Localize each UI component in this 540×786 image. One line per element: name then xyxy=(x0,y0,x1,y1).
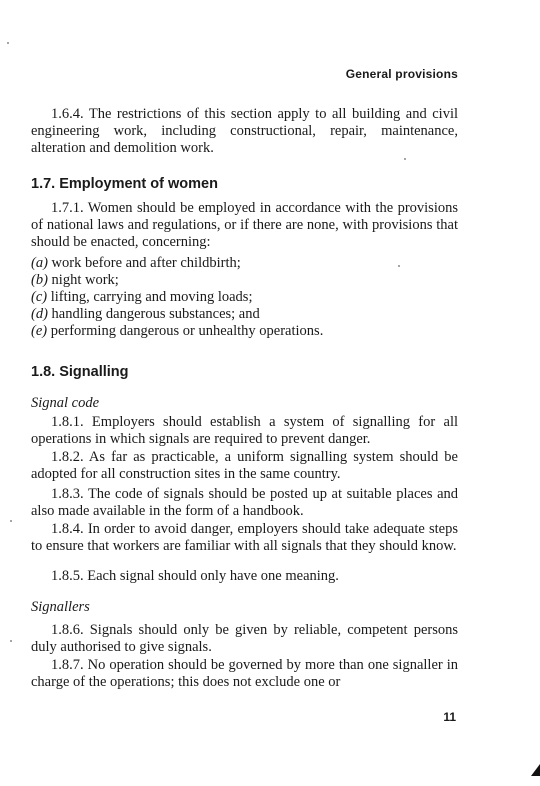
list-marker: (a) xyxy=(31,255,48,271)
list-item-e xyxy=(31,323,323,340)
paragraph-1-8-1: 1.8.1. Employers should establish a system of signalling for all operations in which signals are required to prevent danger. xyxy=(31,414,458,447)
running-head: General provisions xyxy=(345,67,458,81)
list-text: lifting, carrying and moving loads; xyxy=(50,289,253,305)
list-text: handling dangerous substances; and xyxy=(51,306,260,322)
list-marker: (c) xyxy=(31,289,48,305)
section-heading-1-7: 1.7. Employment of women xyxy=(31,176,218,192)
scan-corner-mark xyxy=(531,764,540,776)
paragraph-1-6-4: 1.6.4. The restrictions of this section apply to all building and civil engineering work, including constructional, repair, maintenance, alteration and demolition work. xyxy=(31,106,458,156)
list-item-d xyxy=(31,306,260,323)
section-heading-1-8: 1.8. Signalling xyxy=(31,364,129,380)
paragraph-1-8-2: 1.8.2. As far as practicable, a uniform signalling system should be adopted for all construction sites in the same country. xyxy=(31,449,458,482)
paragraph-1-8-5: 1.8.5. Each signal should only have one meaning. xyxy=(51,568,339,584)
scan-speck xyxy=(398,265,400,267)
list-text: work before and after childbirth; xyxy=(51,255,241,271)
subheading-signallers: Signallers xyxy=(31,599,90,615)
paragraph-1-8-6: 1.8.6. Signals should only be given by reliable, competent persons duly authorised to give signals. xyxy=(31,622,458,655)
list-text: night work; xyxy=(51,272,119,288)
scan-speck xyxy=(10,640,12,642)
scan-speck xyxy=(7,42,9,44)
page-number: 11 xyxy=(443,710,456,724)
scan-speck xyxy=(404,158,406,160)
list-item-b xyxy=(31,272,119,289)
list-marker: (d) xyxy=(31,306,48,322)
list-item-c xyxy=(31,289,252,306)
paragraph-1-8-3: 1.8.3. The code of signals should be posted up at suitable places and also made available in the form of a handbook. xyxy=(31,486,458,519)
subheading-signal-code: Signal code xyxy=(31,395,100,411)
scan-speck xyxy=(10,520,12,522)
list-text: performing dangerous or unhealthy operations. xyxy=(50,323,324,339)
paragraph-1-8-7: 1.8.7. No operation should be governed by more than one signaller in charge of the operations; this does not exclude one or xyxy=(31,657,458,690)
list-item-a xyxy=(31,255,241,272)
paragraph-1-7-1: 1.7.1. Women should be employed in accordance with the provisions of national laws and regulations, or if there are none, with provisions that should be enacted, concerning: xyxy=(31,200,458,250)
paragraph-1-8-4: 1.8.4. In order to avoid danger, employers should take adequate steps to ensure that workers are familiar with all signals that they should know. xyxy=(31,521,458,554)
list-marker: (b) xyxy=(31,272,48,288)
list-marker: (e) xyxy=(31,323,48,339)
